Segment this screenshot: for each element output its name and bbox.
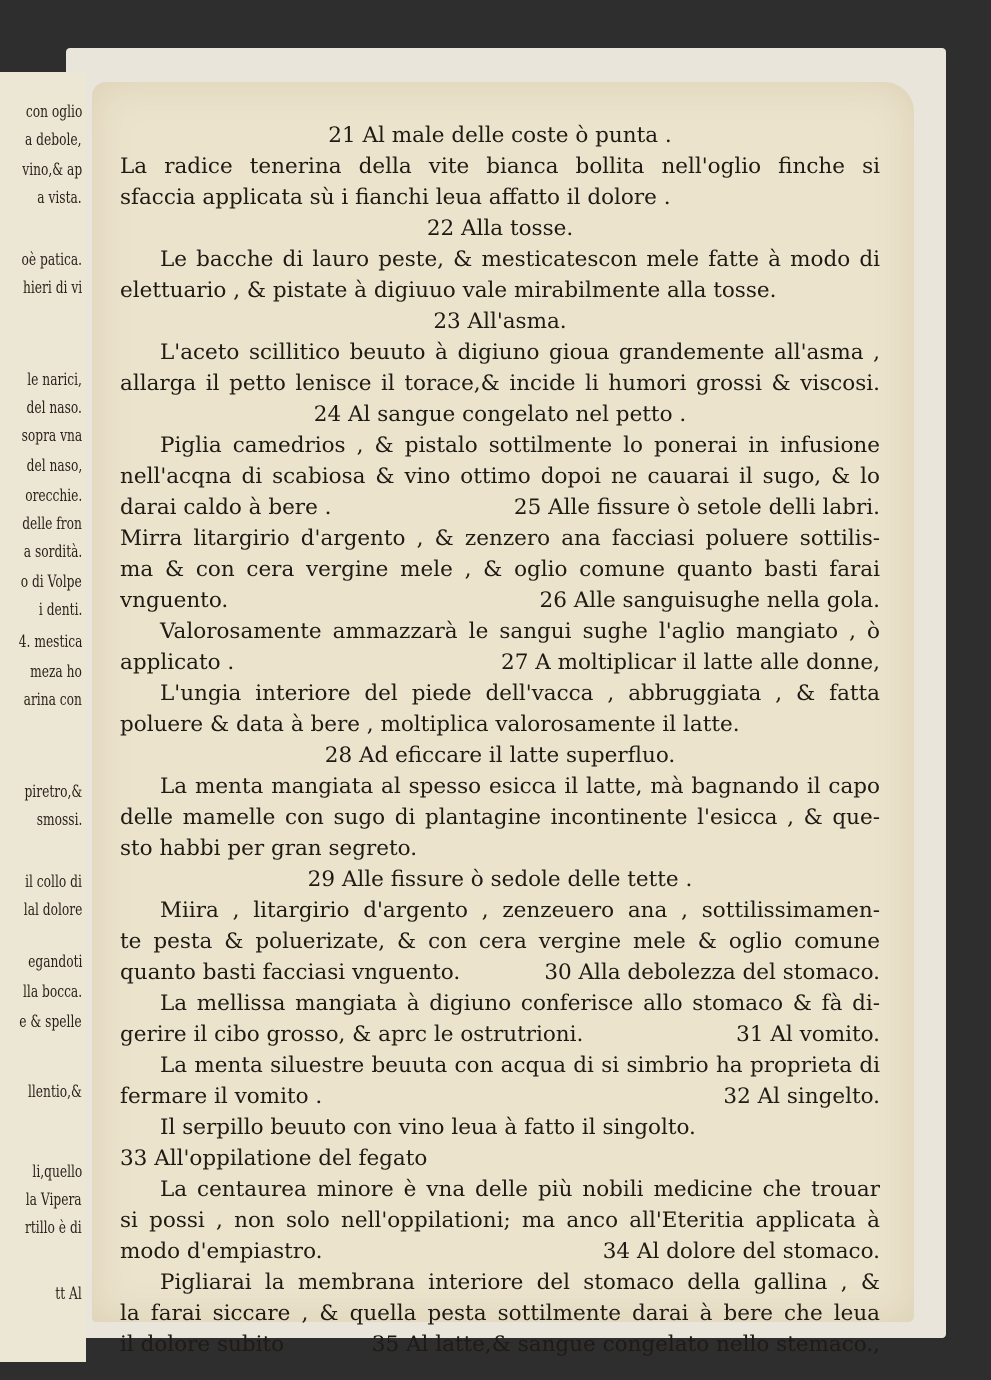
left-margin-fragment: delle fron xyxy=(22,514,82,534)
section-heading: 31 Al vomito. xyxy=(736,1022,880,1047)
text-line xyxy=(120,554,880,585)
left-margin-fragment: oè patica. xyxy=(21,250,82,270)
section-heading: 35 Al latte,& sangue congelato nello stemaco., xyxy=(371,1332,880,1357)
left-margin-fragment: la Vipera xyxy=(26,1190,82,1210)
line-text: La menta mangiata al spesso esicca il latte, mà bagnando il capo xyxy=(160,774,880,799)
text-line xyxy=(120,1143,880,1174)
text-line xyxy=(120,678,880,709)
section-heading: 27 A moltiplicar il latte alle donne, xyxy=(501,650,880,675)
line-text: 22 Alla tosse. xyxy=(426,216,574,241)
left-margin-fragment: lal dolore xyxy=(23,900,82,920)
line-text: sfaccia applicata sù i fianchi leua affatto il dolore . xyxy=(120,185,671,210)
page-text xyxy=(120,120,880,1360)
line-text: 24 Al sangue congelato nel petto . xyxy=(313,402,687,427)
text-line xyxy=(120,926,880,957)
line-text: 23 All'asma. xyxy=(433,309,567,334)
line-text: gerire il cibo grosso, & aprc le ostrutrioni. xyxy=(120,1022,584,1047)
text-line xyxy=(120,988,880,1019)
left-margin-fragment: vino,& ap xyxy=(22,160,82,180)
section-heading: 34 Al dolore del stomaco. xyxy=(602,1239,880,1264)
line-text: 29 Alle fissure ò sedole delle tette . xyxy=(307,867,693,892)
left-margin-fragment: llentio,& xyxy=(28,1082,82,1102)
section-heading: 26 Alle sanguisughe nella gola. xyxy=(539,588,880,613)
line-text: 28 Ad eficcare il latte superfluo. xyxy=(324,743,676,768)
text-line xyxy=(120,864,880,895)
text-line xyxy=(120,1298,880,1329)
line-text: Mirra litargirio d'argento , & zenzero ana facciasi poluere sottilis- xyxy=(120,526,880,551)
line-text: poluere & data à bere , moltiplica valorosamente il latte. xyxy=(120,712,740,737)
left-margin-fragment: a sordità. xyxy=(23,542,82,562)
text-line xyxy=(120,461,880,492)
text-line xyxy=(120,833,880,864)
line-text: allarga il petto lenisce il torace,& incide li humori grossi & viscosi. xyxy=(120,371,880,396)
line-text: La mellissa mangiata à digiuno conferisce allo stomaco & fà di- xyxy=(160,991,880,1016)
left-margin-fragment: rtillo è di xyxy=(25,1218,82,1238)
text-line xyxy=(120,120,880,151)
left-margin-fragment: piretro,& xyxy=(24,782,82,802)
text-line xyxy=(120,1081,880,1112)
text-line xyxy=(120,895,880,926)
left-margin-fragment: meza ho xyxy=(30,662,82,682)
line-text: delle mamelle con sugo di plantagine incontinente l'esicca , & que- xyxy=(120,805,880,830)
left-margin-fragment: arina con xyxy=(23,690,82,710)
text-line xyxy=(120,492,880,523)
line-text: te pesta & poluerizate, & con cera vergine mele & oglio comune xyxy=(120,929,880,954)
left-margin-fragment: e & spelle xyxy=(19,1012,82,1032)
text-line xyxy=(120,1236,880,1267)
line-text: Valorosamente ammazzarà le sangui sughe l'aglio mangiato , ò xyxy=(160,619,880,644)
left-margin-fragment: del naso. xyxy=(26,398,82,418)
text-line xyxy=(120,1205,880,1236)
line-text: La radice tenerina della vite bianca bollita nell'oglio finche si xyxy=(120,154,880,179)
text-line xyxy=(120,1112,880,1143)
line-text: elettuario , & pistate à digiuuo vale mirabilmente alla tosse. xyxy=(120,278,777,303)
line-text: il dolore subito xyxy=(120,1332,285,1357)
text-line xyxy=(120,275,880,306)
line-text: vnguento. xyxy=(120,588,229,613)
left-margin-fragment: a vista. xyxy=(37,188,82,208)
line-text: darai caldo à bere . xyxy=(120,495,332,520)
line-text: La centaurea minore è vna delle più nobili medicine che trouar xyxy=(160,1177,880,1202)
left-margin-fragment: lla bocca. xyxy=(22,982,82,1002)
text-line xyxy=(120,1267,880,1298)
line-text: 33 All'oppilatione del fegato xyxy=(120,1146,428,1171)
text-line xyxy=(120,740,880,771)
line-text: L'ungia interiore del piede dell'vacca , abbruggiata , & fatta xyxy=(160,681,880,706)
line-text: ma & con cera vergine mele , & oglio comune quanto basti farai xyxy=(120,557,880,582)
text-line xyxy=(120,647,880,678)
text-line xyxy=(120,957,880,988)
text-line xyxy=(120,213,880,244)
text-line xyxy=(120,709,880,740)
text-line xyxy=(120,1329,880,1360)
text-line xyxy=(120,523,880,554)
section-heading: 25 Alle fissure ò setole delli labri. xyxy=(513,495,880,520)
line-text: Miira , litargirio d'argento , zenzeuero ana , sottilissimamen- xyxy=(160,898,880,923)
line-text: si possi , non solo nell'oppilationi; ma anco all'Eteritia applicata à xyxy=(120,1208,880,1233)
text-line xyxy=(120,1019,880,1050)
left-margin-fragment: tt Al xyxy=(55,1284,82,1304)
text-line xyxy=(120,802,880,833)
left-margin-fragment: o di Volpe xyxy=(21,572,82,592)
left-margin-fragment: orecchie. xyxy=(24,486,82,506)
text-line xyxy=(120,771,880,802)
section-heading: 30 Alla debolezza del stomaco. xyxy=(544,960,880,985)
left-margin-fragment: le narici, xyxy=(27,370,82,390)
text-line xyxy=(120,1174,880,1205)
line-text: Le bacche di lauro peste, & mesticatescon mele fatte à modo di xyxy=(160,247,880,272)
text-line xyxy=(120,1050,880,1081)
text-line xyxy=(120,585,880,616)
line-text: fermare il vomito . xyxy=(120,1084,323,1109)
line-text: L'aceto scillitico beuuto à digiuno gioua grandemente all'asma , xyxy=(160,340,880,365)
text-line xyxy=(120,151,880,182)
left-margin-fragment: smossi. xyxy=(36,810,82,830)
section-heading: 32 Al singelto. xyxy=(723,1084,880,1109)
line-text: 21 Al male delle coste ò punta . xyxy=(328,123,672,148)
left-margin-fragment: hieri di vi xyxy=(22,278,82,298)
text-line xyxy=(120,616,880,647)
text-line xyxy=(120,337,880,368)
line-text: Pigliarai la membrana interiore del stomaco della gallina , & xyxy=(160,1270,880,1295)
text-line xyxy=(120,244,880,275)
left-margin-fragment: sopra vna xyxy=(21,426,82,446)
line-text: Il serpillo beuuto con vino leua à fatto il singolto. xyxy=(160,1115,696,1140)
left-margin-fragment: a debole, xyxy=(25,130,82,150)
text-line xyxy=(120,399,880,430)
left-page-edge xyxy=(0,72,86,1362)
line-text: Piglia camedrios , & pistalo sottilmente lo ponerai in infusione xyxy=(160,433,880,458)
text-line xyxy=(120,430,880,461)
line-text: nell'acqna di scabiosa & vino ottimo dopoi ne cauarai il sugo, & lo xyxy=(120,464,880,489)
left-margin-fragment: con oglio xyxy=(25,102,82,122)
line-text: quanto basti facciasi vnguento. xyxy=(120,960,461,985)
left-margin-fragment: 4. mestica xyxy=(18,632,82,652)
line-text: la farai siccare , & quella pesta sottilmente darai à bere che leua xyxy=(120,1301,880,1326)
left-margin-fragment: del naso, xyxy=(26,456,82,476)
line-text: applicato . xyxy=(120,650,235,675)
line-text: La menta siluestre beuuta con acqua di si simbrio ha proprieta di xyxy=(160,1053,880,1078)
text-line xyxy=(120,182,880,213)
text-line xyxy=(120,368,880,399)
line-text: sto habbi per gran segreto. xyxy=(120,836,418,861)
left-margin-fragment: il collo di xyxy=(25,872,82,892)
left-margin-fragment: i denti. xyxy=(38,600,82,620)
left-margin-fragment: egandoti xyxy=(27,952,82,972)
line-text: modo d'empiastro. xyxy=(120,1239,323,1264)
left-margin-fragment: li,quello xyxy=(32,1162,82,1182)
text-line xyxy=(120,306,880,337)
